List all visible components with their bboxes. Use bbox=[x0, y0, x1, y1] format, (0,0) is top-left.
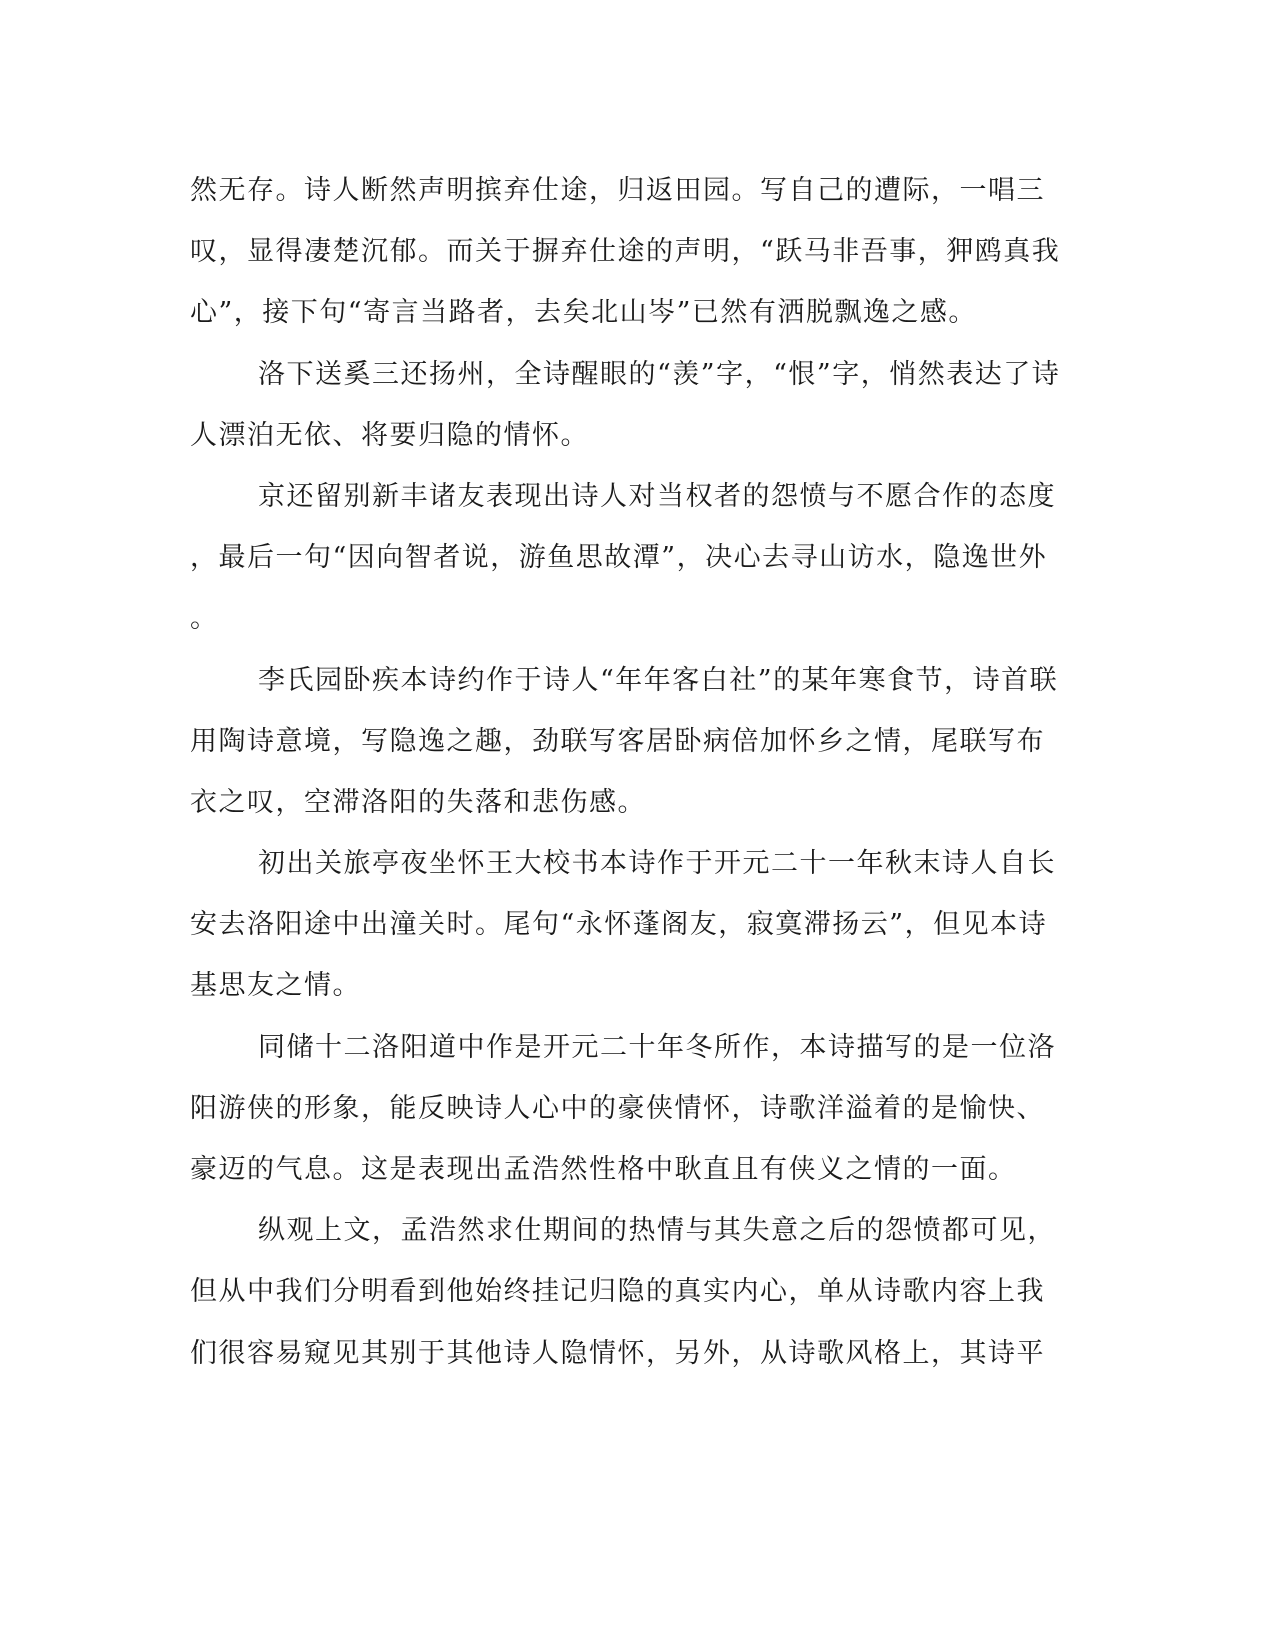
text-line: 。 bbox=[190, 603, 219, 635]
paragraph-start-line: 李氏园卧疾本诗约作于诗人“年年客白社”的某年寒食节，诗首联 bbox=[258, 664, 1059, 696]
text-line: 阳游侠的形象，能反映诗人心中的豪侠情怀，诗歌洋溢着的是愉快、 bbox=[190, 1092, 1045, 1124]
text-line: 然无存。诗人断然声明摈弃仕途，归返田园。写自己的遭际，一唱三 bbox=[190, 175, 1045, 206]
paragraph-start-line: 洛下送奚三还扬州，全诗醒眼的“羡”字，“恨”字，悄然表达了诗 bbox=[258, 358, 1061, 390]
text-line: 但从中我们分明看到他始终挂记归隐的真实内心，单从诗歌内容上我 bbox=[190, 1276, 1045, 1308]
text-line: ，最后一句“因向智者说，游鱼思故潭”，决心去寻山访水，隐逸世外 bbox=[190, 542, 1048, 574]
text-line: 叹，显得凄楚沉郁。而关于摒弃仕途的声明，“跃马非吾事，狎鸥真我 bbox=[190, 236, 1061, 268]
paragraph-start-line: 同储十二洛阳道中作是开元二十年冬所作，本诗描写的是一位洛 bbox=[258, 1031, 1056, 1063]
text-line: 安去洛阳途中出潼关时。尾句“永怀蓬阁友，寂寞滞扬云”，但见本诗 bbox=[190, 909, 1048, 941]
body-text bbox=[190, 160, 1080, 1384]
text-line: 们很容易窥见其别于其他诗人隐情怀，另外，从诗歌风格上，其诗平 bbox=[190, 1337, 1045, 1369]
paragraph-start-line: 初出关旅亭夜坐怀王大校书本诗作于开元二十一年秋末诗人自长 bbox=[258, 848, 1056, 880]
text-line: 衣之叹，空滞洛阳的失落和悲伤感。 bbox=[190, 786, 646, 818]
paragraph-start-line: 纵观上文，孟浩然求仕期间的热情与其失意之后的怨愤都可见， bbox=[258, 1215, 1056, 1247]
text-line: 基思友之情。 bbox=[190, 970, 361, 1002]
text-line: 心”，接下句“寄言当路者，去矣北山岑”已然有洒脱飘逸之感。 bbox=[190, 297, 977, 329]
text-line: 用陶诗意境，写隐逸之趣，劲联写客居卧病倍加怀乡之情，尾联写布 bbox=[190, 725, 1045, 757]
text-line: 豪迈的气息。这是表现出孟浩然性格中耿直且有侠义之情的一面。 bbox=[190, 1154, 1017, 1185]
paragraph-start-line: 京还留别新丰诸友表现出诗人对当权者的怨愤与不愿合作的态度 bbox=[258, 480, 1056, 512]
text-line: 人漂泊无依、将要归隐的情怀。 bbox=[190, 419, 589, 451]
